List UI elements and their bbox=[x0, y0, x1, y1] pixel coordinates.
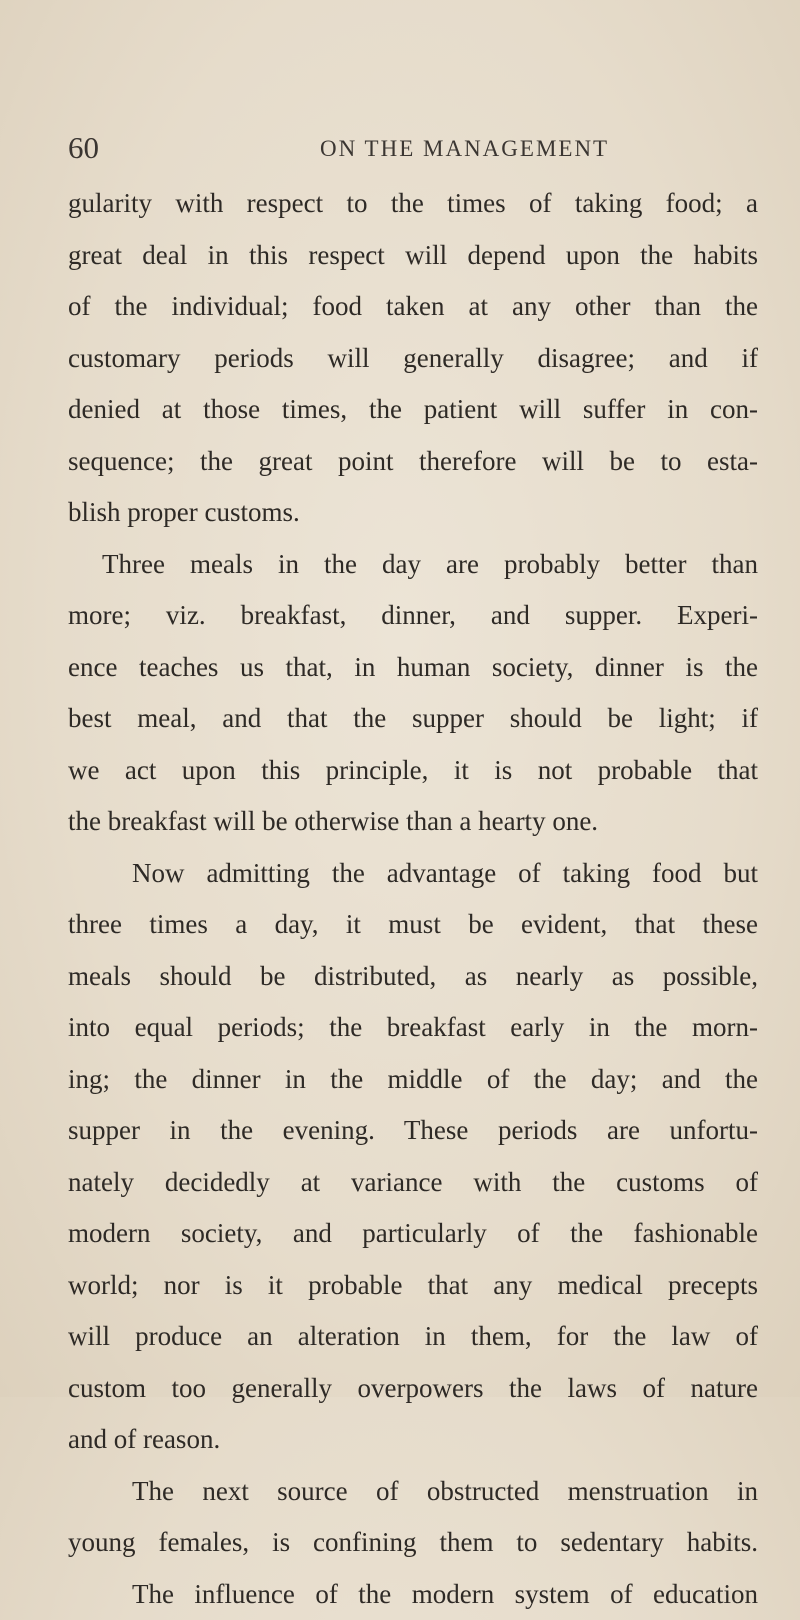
text-line: ence teaches us that, in human society, dinner is the bbox=[68, 642, 758, 694]
text-line: blish proper customs. bbox=[68, 487, 758, 539]
text-line: the breakfast will be otherwise than a hearty one. bbox=[68, 796, 758, 848]
running-head bbox=[68, 128, 748, 168]
text-line: supper in the evening. These periods are unfortu- bbox=[68, 1105, 758, 1157]
text-line: sequence; the great point therefore will be to esta- bbox=[68, 436, 758, 488]
text-line: meals should be distributed, as nearly as possible, bbox=[68, 951, 758, 1003]
page-number: 60 bbox=[68, 128, 99, 168]
text-line: great deal in this respect will depend upon the habits bbox=[68, 230, 758, 282]
text-line: young females, is confining them to sedentary habits. bbox=[68, 1517, 758, 1569]
body-text bbox=[68, 178, 758, 1620]
text-line: custom too generally overpowers the laws of nature bbox=[68, 1363, 758, 1415]
text-line: three times a day, it must be evident, that these bbox=[68, 899, 758, 951]
text-line: world; nor is it probable that any medical precepts bbox=[68, 1260, 758, 1312]
text-line: nately decidedly at variance with the customs of bbox=[68, 1157, 758, 1209]
text-line: The influence of the modern system of education bbox=[68, 1569, 758, 1620]
text-line: ing; the dinner in the middle of the day; and the bbox=[68, 1054, 758, 1106]
text-line: best meal, and that the supper should be light; if bbox=[68, 693, 758, 745]
text-line: modern society, and particularly of the fashionable bbox=[68, 1208, 758, 1260]
text-line: will produce an alteration in them, for the law of bbox=[68, 1311, 758, 1363]
running-title: ON THE MANAGEMENT bbox=[320, 132, 609, 166]
text-line: The next source of obstructed menstruation in bbox=[68, 1466, 758, 1518]
text-line: Now admitting the advantage of taking food but bbox=[68, 848, 758, 900]
text-line: customary periods will generally disagree; and if bbox=[68, 333, 758, 385]
text-line: of the individual; food taken at any other than the bbox=[68, 281, 758, 333]
text-line: more; viz. breakfast, dinner, and supper. Experi- bbox=[68, 590, 758, 642]
text-line: denied at those times, the patient will suffer in con- bbox=[68, 384, 758, 436]
text-line: we act upon this principle, it is not probable that bbox=[68, 745, 758, 797]
text-line: Three meals in the day are probably better than bbox=[68, 539, 758, 591]
text-line: into equal periods; the breakfast early in the morn- bbox=[68, 1002, 758, 1054]
text-line: gularity with respect to the times of taking food; a bbox=[68, 178, 758, 230]
text-line: and of reason. bbox=[68, 1414, 758, 1466]
